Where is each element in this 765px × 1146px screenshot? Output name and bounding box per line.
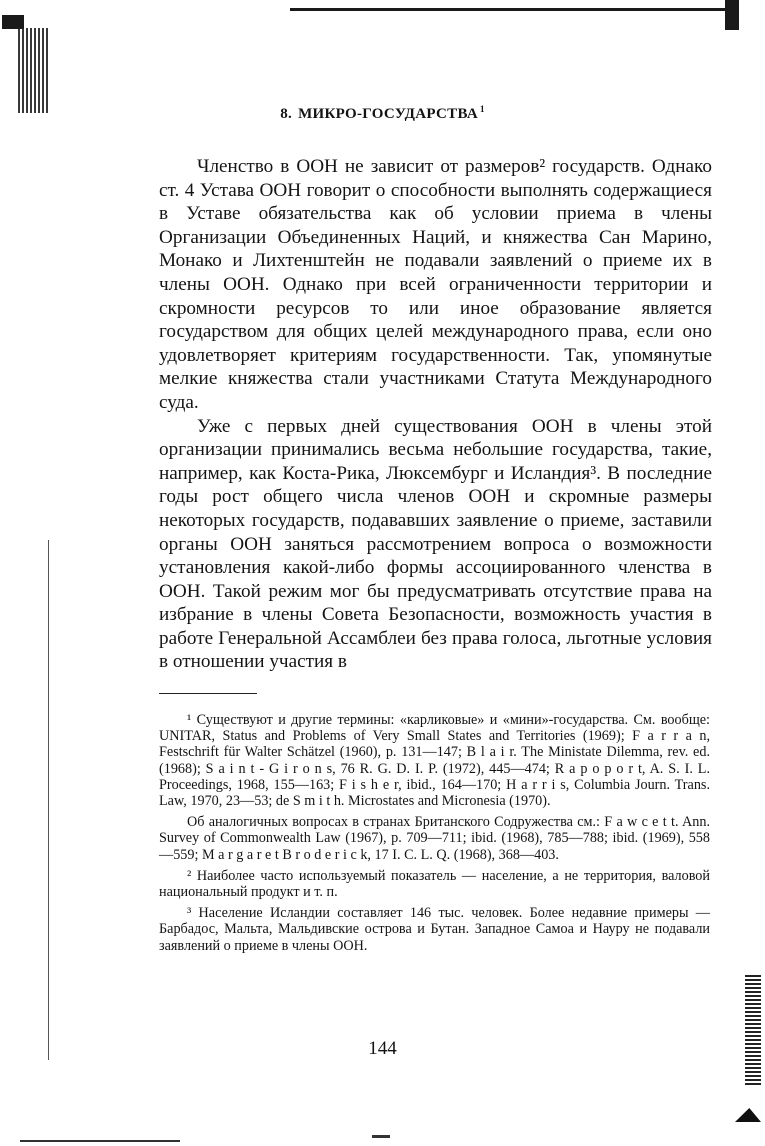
scan-artifact-corner-mark — [735, 1108, 761, 1122]
footnote-2: ² Наиболее часто используемый показатель — население, а не территория, валовой национальный продукт и т. п. — [159, 867, 710, 901]
main-text — [159, 155, 712, 674]
paragraph-2: Уже с первых дней существования ООН в члены этой организации принимались весьма небольшие государства, такие, например, как Коста-Рика, Люксембург и Исландия³. В последние годы рост общего числа членов ООН и скромные размеры некоторых государств, подававших заявление о приеме, заставили органы ООН заняться рассмотрением вопроса о возможности установления какой-либо формы ассоциированного членства в ООН. Такой режим мог бы предусматривать отсутствие права на избрание в члены Совета Безопасности, возможность участия в работе Генеральной Ассамблеи без права голоса, льготные условия в отношении участия в — [159, 415, 712, 673]
section-title: МИКРО-ГОСУДАРСТВА — [298, 106, 478, 122]
section-number: 8. — [280, 106, 293, 122]
heading-footnote-ref: 1 — [479, 104, 485, 114]
paragraph-1: Членство в ООН не зависит от размеров² государств. Однако ст. 4 Устава ООН говорит о способности выполнять содержащиеся в Уставе обязательства как об условии приема в члены Организации Объединенных Наций, и княжества Сан Марино, Монако и Лихтенштейн не подавали заявлений о приеме их в члены ООН. Однако при всей ограниченности территории и скромности ресурсов то или иное образование является государством для общих целей международного права, если оно удовлетворяет критериям государственности. Так, упомянутые мелкие княжества стали участниками Статута Международного суда. — [159, 156, 712, 413]
section-heading — [0, 104, 765, 123]
footnotes — [159, 712, 710, 959]
scan-artifact-bottom-mid — [372, 1135, 390, 1138]
footnote-1: ¹ Существуют и другие термины: «карликовые» и «мини»-государства. См. вообще: UNITAR, Status and Problems of Very Small States and Territories (1969); F a r r a n, Festschrift für Walter Schätzel (1960), p. 131—147; B l a i r. The Ministate Dilemma, rev. ed. (1968); S a i n t - G i r o n s, 76 R. G. D. I. P. (1972), 445—474; R a p o p o r t, A. S. I. L. Proceedings, 1968, 155—163; F i s h e r, ibid., 164—170; H a r r i s, Columbia Journ. Trans. Law, 1970, 23—53; de S m i t h. Microstates and Micronesia (1970). — [159, 712, 710, 810]
scan-artifact-left-line — [48, 540, 49, 1060]
scan-artifact-top-right — [725, 0, 739, 30]
page-number: 144 — [368, 1038, 397, 1059]
scan-artifact-bottom-line — [20, 1140, 180, 1142]
footnote-divider — [159, 693, 257, 694]
scan-artifact-left-bar — [2, 15, 24, 29]
scan-artifact-left-stack — [18, 28, 48, 113]
scan-artifact-right-edge — [745, 975, 761, 1085]
footnote-1-continued: Об аналогичных вопросах в странах Британского Содружества см.: F a w c e t t. Ann. Survey of Commonwealth Law (1967), p. 709—711; ibid. (1968), 785—788; ibid. (1969), 558—559; M a r g a r e t B r o d e r i c k, 17 I. C. L. Q. (1968), 368—403. — [159, 814, 710, 863]
footnote-3: ³ Население Исландии составляет 146 тыс. человек. Более недавние примеры — Барбадос, Мальта, Мальдивские острова и Бутан. Западное Самоа и Науру не подавали заявлений о приеме в члены ООН. — [159, 905, 710, 954]
scan-artifact-top-line — [290, 8, 730, 11]
